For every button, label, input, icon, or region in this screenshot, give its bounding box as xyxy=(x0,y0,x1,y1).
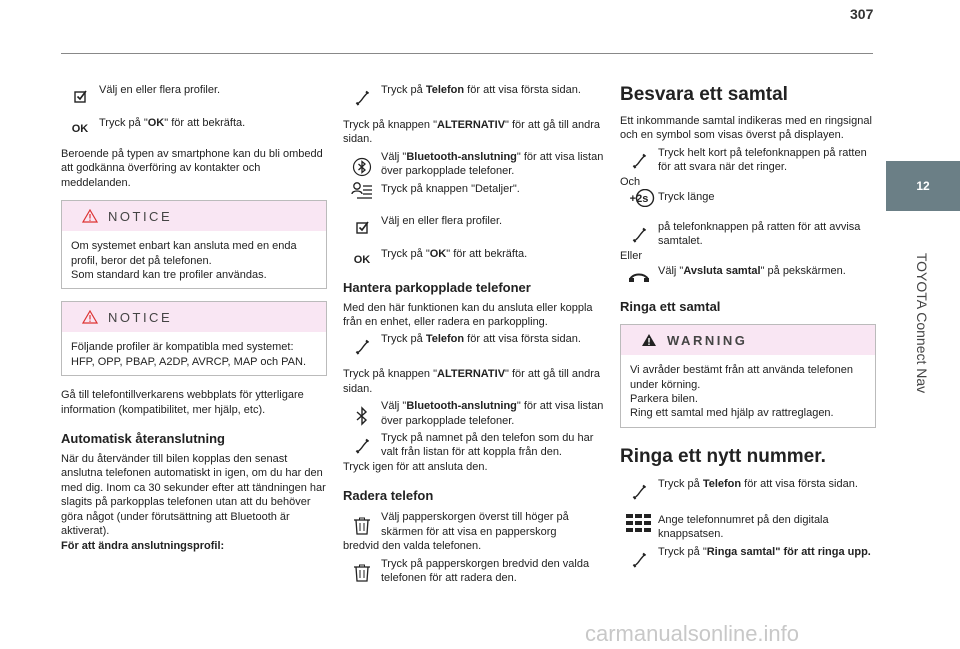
step-text: Tryck helt kort på telefonknappen på ratten för att svara när det ringer. xyxy=(658,146,867,174)
step-bluetooth xyxy=(343,398,607,428)
trash-icon xyxy=(343,556,381,586)
step-text: Välj "Bluetooth-anslutning" för att visa listan över parkopplade telefoner. xyxy=(381,150,604,178)
step-details xyxy=(343,181,607,201)
notice-text: Om systemet enbart kan ansluta med en enda profil, beror det på telefonen. Som standard kan tre profiler användas. xyxy=(71,240,297,282)
notice-header xyxy=(62,302,326,332)
step-text: Välj en eller flera profiler. xyxy=(381,214,503,227)
header-divider xyxy=(61,53,873,54)
section-heading: Radera telefon xyxy=(343,488,434,504)
keypad-icon xyxy=(620,512,658,542)
paragraph: Och xyxy=(620,175,641,188)
step-text: på telefonknappen på ratten för att avvisa samtalet. xyxy=(658,221,861,248)
step-text: Tryck på "OK" för att bekräfta. xyxy=(99,117,246,129)
phone-icon xyxy=(620,544,658,568)
long-press-label: +2s xyxy=(629,193,649,206)
warning-header xyxy=(621,325,875,355)
long-press-icon xyxy=(620,189,658,207)
step-select-profiles xyxy=(343,213,607,234)
notice-header xyxy=(62,201,326,231)
step-text: Tryck på "OK" för att bekräfta. xyxy=(381,247,528,260)
step-phone xyxy=(343,82,607,106)
step-text: Tryck på Telefon för att visa första sidan. xyxy=(381,333,581,346)
warning-box xyxy=(620,324,876,428)
notice-box xyxy=(61,200,327,289)
step-reject xyxy=(620,219,876,249)
paragraph: Beroende på typen av smartphone kan du bli ombedd att godkänna överföring av kontakter och meddelanden. xyxy=(61,148,323,189)
phone-icon xyxy=(343,82,381,106)
phone-icon xyxy=(343,331,381,355)
checkbox-icon xyxy=(343,213,381,234)
paragraph: Tryck igen för att ansluta den. xyxy=(343,460,488,473)
ok-icon: OK xyxy=(71,123,89,135)
step-text: Tryck på papperskorgen bredvid den valda telefonen för att radera den. xyxy=(381,557,590,584)
warning-triangle-icon xyxy=(82,310,98,324)
step-confirm-ok xyxy=(343,246,607,266)
phone-icon xyxy=(620,145,658,175)
step-dial xyxy=(620,544,876,568)
step-text: Välj papperskorgen överst till höger på skärmen för att visa en papperskorg xyxy=(381,511,569,538)
section-title: Besvara ett samtal xyxy=(620,84,788,105)
phone-icon xyxy=(343,430,381,460)
notice-title: NOTICE xyxy=(108,309,173,325)
step-text: Tryck på Telefon för att visa första sidan. xyxy=(658,477,858,490)
chapter-tab[interactable]: 12 xyxy=(886,161,960,211)
watermark: carmanualsonline.info xyxy=(585,621,800,646)
paragraph: När du återvänder till bilen kopplas den senast anslutna telefonen automatiskt in igen, om du har den med dig. Inom ca 30 sekunder efter att tändningen har slagits på parkopplas telefonen utan att du behöver göra något (under förutsättning att Bluetooth är aktiverat). För att ändra anslutningsprofil: xyxy=(61,453,326,552)
notice-title: NOTICE xyxy=(108,208,173,224)
step-hangup xyxy=(620,263,876,283)
hang-up-icon xyxy=(620,263,658,283)
page-number: 307 xyxy=(850,6,874,22)
step-keypad xyxy=(620,512,876,542)
warning-title: WARNING xyxy=(667,332,748,348)
step-text: Tryck på knappen "Detaljer". xyxy=(381,182,520,195)
step-answer xyxy=(620,145,876,175)
step-select-profiles xyxy=(61,82,327,103)
paragraph: Eller xyxy=(620,249,643,262)
trash-icon xyxy=(343,509,381,539)
paragraph: bredvid den valda telefonen. xyxy=(343,540,482,553)
column-2 xyxy=(343,82,607,597)
phone-icon xyxy=(620,476,658,500)
step-text: Tryck på "Ringa samtal" för att ringa upp. xyxy=(658,545,871,558)
section-heading: Automatisk återanslutning xyxy=(61,431,225,447)
details-list-icon xyxy=(343,181,381,201)
section-title: Ringa ett nytt nummer. xyxy=(620,445,826,467)
section-heading: Ringa ett samtal xyxy=(620,299,721,315)
phone-icon xyxy=(620,219,658,249)
step-text: Välj "Avsluta samtal" på pekskärmen. xyxy=(658,265,846,278)
warning-triangle-icon xyxy=(641,333,657,347)
step-disconnect xyxy=(343,430,607,460)
warning-text: Vi avråder bestämt från att använda telefonen under körning. Parkera bilen. Ring ett samtal med hjälp av rattreglagen. xyxy=(630,364,853,420)
column-3 xyxy=(620,82,876,580)
step-bluetooth xyxy=(343,149,607,179)
bluetooth-icon xyxy=(343,149,381,179)
paragraph: Gå till telefontillverkarens webbplats för ytterligare information (kompatibilitet, mer hjälp, etc). xyxy=(61,389,304,416)
checkbox-icon xyxy=(61,82,99,103)
notice-text: Följande profiler är kompatibla med systemet: HFP, OPP, PBAP, A2DP, AVRCP, MAP och PAN. xyxy=(71,341,306,368)
step-text: Tryck på namnet på den telefon som du har valt från listan för att koppla från den. xyxy=(381,432,594,459)
step-text: Välj en eller flera profiler. xyxy=(99,84,221,96)
warning-triangle-icon xyxy=(82,209,98,223)
step-text: Ange telefonnumret på den digitala knappsatsen. xyxy=(658,513,829,541)
step-phone xyxy=(620,476,876,500)
step-long-press xyxy=(620,189,876,207)
step-text: Välj "Bluetooth-anslutning" för att visa listan över parkopplade telefoner. xyxy=(381,400,604,427)
notice-box xyxy=(61,301,327,376)
section-heading: Hantera parkopplade telefoner xyxy=(343,279,531,295)
side-title xyxy=(887,210,957,435)
step-trash-delete xyxy=(343,556,607,586)
column-1 xyxy=(61,82,327,553)
bluetooth-icon xyxy=(343,398,381,428)
paragraph: Med den här funktionen kan du ansluta eller koppla från en enhet, eller radera en parkoppling. xyxy=(343,301,593,329)
step-phone xyxy=(343,331,607,355)
step-text: Tryck på Telefon för att visa första sidan. xyxy=(381,84,581,96)
paragraph: Tryck på knappen "ALTERNATIV" för att gå till andra sidan. xyxy=(343,119,601,146)
step-confirm-ok xyxy=(61,115,327,135)
paragraph: Tryck på knappen "ALTERNATIV" för att gå till andra sidan. xyxy=(343,368,601,395)
step-text: Tryck länge xyxy=(658,191,715,204)
ok-icon: OK xyxy=(353,253,371,266)
step-trash xyxy=(343,509,607,539)
side-title-text: TOYOTA Connect Nav xyxy=(914,252,931,393)
paragraph: Ett inkommande samtal indikeras med en ringsignal och en symbol som visas överst på displayen. xyxy=(620,115,872,142)
